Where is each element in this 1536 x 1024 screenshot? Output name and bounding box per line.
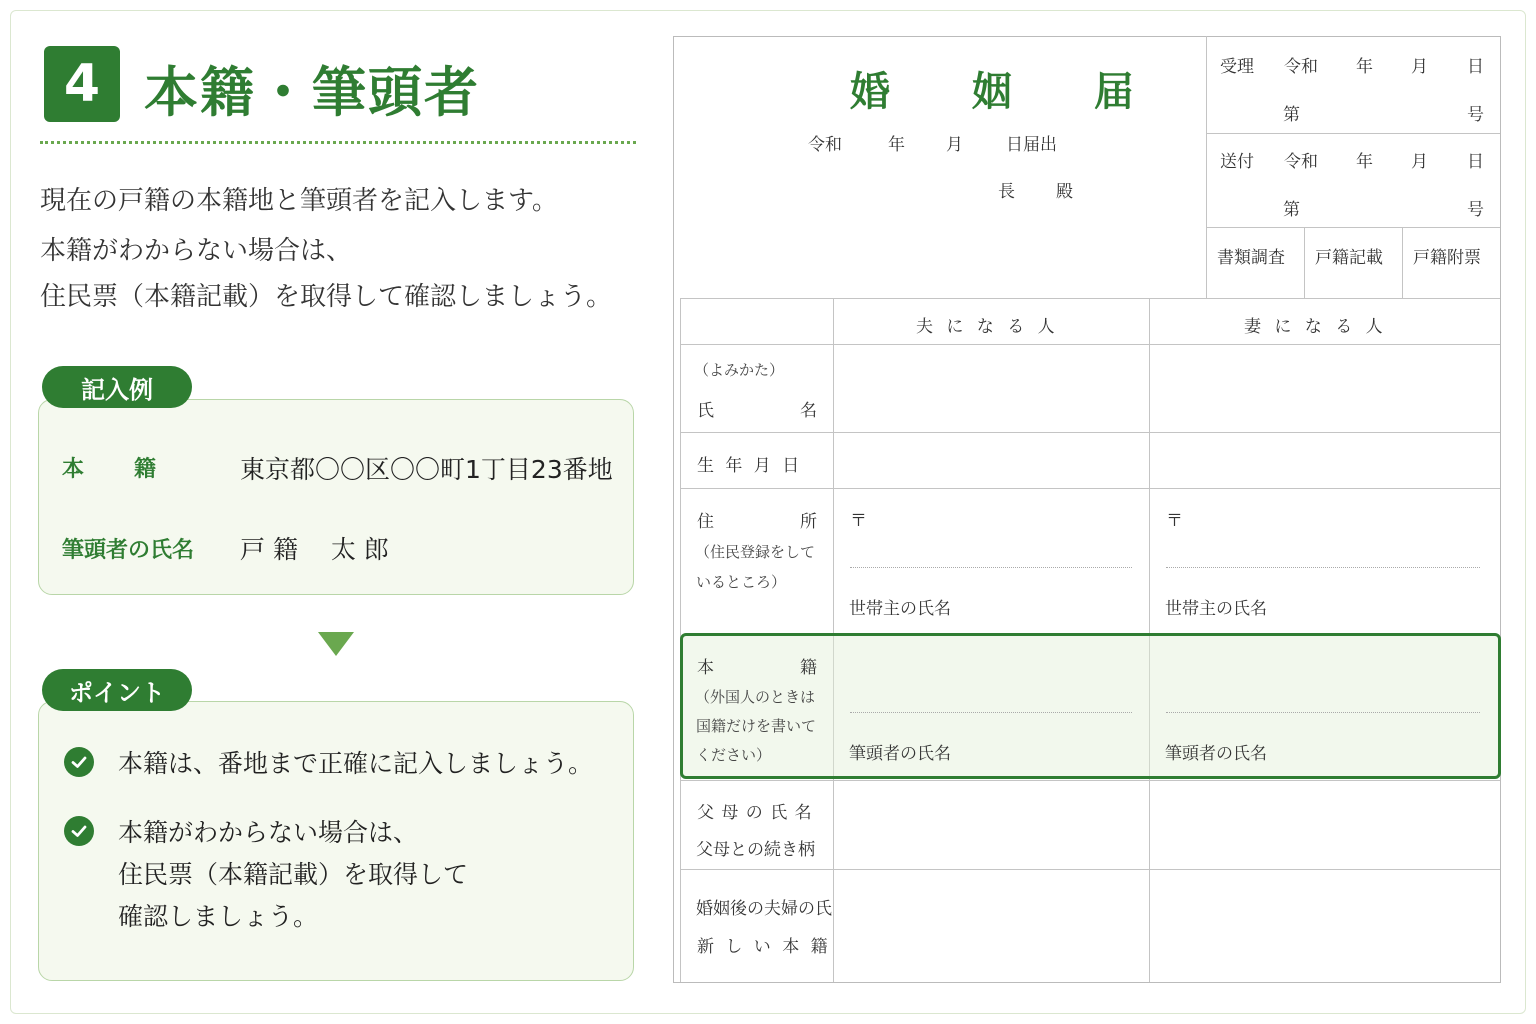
intro-line-3: 住民票（本籍記載）を取得して確認しましょう。 <box>40 282 613 312</box>
row-name-b: 名 <box>800 401 817 421</box>
office-registry-attachment: 戸籍附票 <box>1413 248 1481 268</box>
office-divider-1 <box>1206 133 1500 134</box>
example-label-head: 筆頭者の氏名 <box>62 538 195 563</box>
sending-no-prefix: 第 <box>1283 200 1300 220</box>
row-honseki-note-2: 国籍だけを書いて <box>696 717 817 735</box>
form-title: 婚 姻 届 <box>850 69 1168 115</box>
table-row-line <box>680 869 1500 870</box>
row-address-a: 住 <box>697 512 714 532</box>
reception-day: 日 <box>1467 57 1484 77</box>
sending-era: 令和 <box>1284 152 1318 172</box>
husband-honseki-line <box>850 712 1132 713</box>
sending-day: 日 <box>1467 152 1484 172</box>
form-addressee-a: 長 <box>998 182 1015 202</box>
office-document-check: 書類調査 <box>1217 248 1285 268</box>
office-divider-2 <box>1206 227 1500 228</box>
column-wife: 妻 に な る 人 <box>1244 317 1387 337</box>
column-husband: 夫 に な る 人 <box>916 317 1059 337</box>
row-new-honseki: 新 し い 本 籍 <box>697 937 831 957</box>
table-row-line <box>680 432 1500 433</box>
row-honseki-b: 籍 <box>800 658 817 678</box>
sending-year: 年 <box>1356 152 1373 172</box>
wife-householder-label: 世帯主の氏名 <box>1165 599 1267 619</box>
table-row-line <box>680 780 1500 781</box>
example-value-honseki: 東京都〇〇区〇〇町1丁目23番地 <box>240 455 613 484</box>
form-date-year: 年 <box>888 135 905 155</box>
row-honseki-note-1: （外国人のときは <box>695 688 816 706</box>
example-value-head: 戸 籍 太 郎 <box>240 535 389 564</box>
step-title: 本籍・筆頭者 <box>144 61 480 124</box>
row-address-b: 所 <box>800 512 817 532</box>
points-heading: ポイント <box>42 669 192 711</box>
husband-postal-mark: 〒 <box>850 511 867 531</box>
reception-no-suffix: 号 <box>1467 105 1484 125</box>
form-date-day: 日届出 <box>1006 135 1057 155</box>
sending-label: 送付 <box>1220 152 1254 172</box>
form-date-era: 令和 <box>808 135 842 155</box>
example-heading: 記入例 <box>42 366 192 408</box>
sending-month: 月 <box>1411 152 1428 172</box>
check-icon <box>64 816 94 846</box>
step-number-badge: 4 <box>44 46 120 122</box>
row-address-note-1: （住民登録をして <box>695 543 816 561</box>
row-name-a: 氏 <box>697 401 714 421</box>
intro-line-1: 現在の戸籍の本籍地と筆頭者を記入します。 <box>40 186 558 216</box>
wife-head-of-family-label: 筆頭者の氏名 <box>1165 744 1267 764</box>
point-item-2-line-1: 本籍がわからない場合は、 <box>118 818 419 847</box>
row-relation: 父母との続き柄 <box>696 840 815 860</box>
row-address-note-2: いるところ） <box>696 573 787 591</box>
wife-postal-mark: 〒 <box>1166 511 1183 531</box>
office-divider-v1 <box>1304 227 1305 298</box>
reception-month: 月 <box>1411 57 1428 77</box>
check-icon <box>64 747 94 777</box>
table-row-line <box>680 488 1500 489</box>
row-parents-names: 父 母 の 氏 名 <box>697 803 813 823</box>
sending-no-suffix: 号 <box>1467 200 1484 220</box>
husband-address-line <box>850 567 1132 568</box>
table-row-line <box>680 344 1500 345</box>
row-surname-after-marriage: 婚姻後の夫婦の氏 <box>696 899 832 919</box>
reception-year: 年 <box>1356 57 1373 77</box>
down-arrow-icon <box>318 632 354 656</box>
form-addressee-b: 殿 <box>1056 182 1073 202</box>
office-registry-entry: 戸籍記載 <box>1315 248 1383 268</box>
wife-honseki-line <box>1166 712 1480 713</box>
reception-label: 受理 <box>1220 57 1254 77</box>
row-honseki-a: 本 <box>697 658 714 678</box>
intro-line-2: 本籍がわからない場合は、 <box>40 236 353 266</box>
husband-householder-label: 世帯主の氏名 <box>849 599 951 619</box>
point-item-1: 本籍は、番地まで正確に記入しましょう。 <box>118 749 594 778</box>
point-item-2-line-2: 住民票（本籍記載）を取得して <box>118 860 469 889</box>
row-honseki-note-3: ください） <box>696 746 772 764</box>
table-top-border <box>680 298 1500 299</box>
office-divider-v2 <box>1402 227 1403 298</box>
example-label-honseki: 本 籍 <box>62 457 159 482</box>
reception-no-prefix: 第 <box>1283 105 1300 125</box>
form-date-month: 月 <box>946 135 963 155</box>
wife-address-line <box>1166 567 1480 568</box>
heading-divider <box>40 141 636 144</box>
reception-era: 令和 <box>1284 57 1318 77</box>
point-item-2-line-3: 確認しましょう。 <box>118 902 319 931</box>
office-box-left-border <box>1206 36 1207 298</box>
husband-head-of-family-label: 筆頭者の氏名 <box>849 744 951 764</box>
row-birth-date: 生 年 月 日 <box>697 456 803 476</box>
row-name-reading: （よみかた） <box>694 361 785 379</box>
